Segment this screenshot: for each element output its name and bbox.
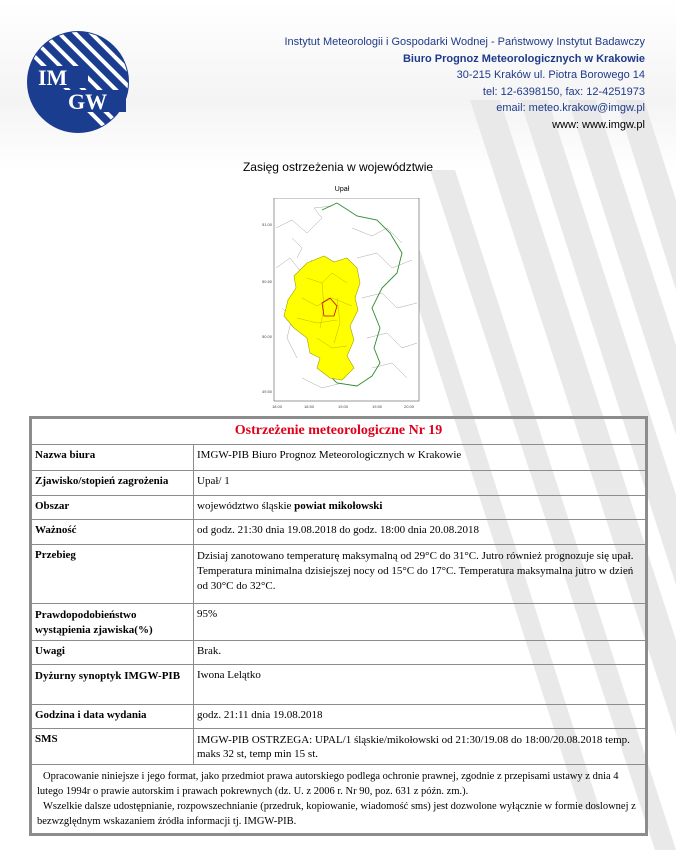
table-row <box>32 545 646 604</box>
office-email[interactable]: email: meteo.krakow@imgw.pl <box>496 102 645 114</box>
copyright-text: Opracowanie niniejsze i jego format, jako przedmiot prawa autorskiego podlega ochronie prawnej, zgodnie z przepisami ustawy z dnia 4 lutego 1994r o prawie autorskim i prawach pokrewnych (dz. U. z 2006 r. Nr 90, poz. 631 z późn. zm.). <box>37 771 619 797</box>
svg-text:GW: GW <box>68 89 108 114</box>
row-label: Nazwa biura <box>32 445 194 471</box>
table-row <box>32 729 646 765</box>
table-row <box>32 445 646 471</box>
warning-title: Ostrzeżenie meteorologiczne Nr 19 <box>32 419 646 445</box>
row-value: od godz. 21:30 dnia 19.08.2018 do godz. 18:00 dnia 20.08.2018 <box>194 520 646 545</box>
copyright-notice <box>32 765 646 834</box>
row-label: Prawdopodobieństwo wystąpienia zjawiska(%) <box>32 604 194 641</box>
row-label: Ważność <box>32 520 194 545</box>
row-label: Uwagi <box>32 641 194 665</box>
row-value: Brak. <box>194 641 646 665</box>
table-row <box>32 641 646 665</box>
office-website[interactable]: www: www.imgw.pl <box>552 118 645 131</box>
institute-info <box>284 34 645 133</box>
row-value: Dzisiaj zanotowano temperaturę maksymalną od 29°C do 31°C. Jutro również prognozuje się upał. Temperatura minimalna dzisiejszej nocy od 15°C do 17°C. Temperatura maksymalna jutro w dzień od 30°C do 32°C. <box>194 545 646 604</box>
row-value: Iwona Lelątko <box>194 665 646 705</box>
office-phone: tel: 12-6398150, fax: 12-4251973 <box>482 85 645 98</box>
row-value: IMGW-PIB Biuro Prognoz Meteorologicznych w Krakowie <box>194 445 646 471</box>
x-tick-label: 18.00 <box>272 404 283 409</box>
row-label: Zjawisko/stopień zagrożenia <box>32 471 194 496</box>
y-tick-label: 50.00 <box>262 334 273 339</box>
map-x-ticks <box>272 404 415 409</box>
y-tick-label: 51.00 <box>262 222 273 227</box>
imgw-logo <box>26 30 130 134</box>
warning-table <box>31 418 646 834</box>
row-value: 95% <box>194 604 646 641</box>
row-label: Dyżurny synoptyk IMGW-PIB <box>32 665 194 705</box>
table-row <box>32 604 646 641</box>
x-tick-label: 18.50 <box>304 404 315 409</box>
office-address: 30-215 Kraków ul. Piotra Borowego 14 <box>456 69 645 81</box>
table-row <box>32 520 646 545</box>
table-row <box>32 665 646 705</box>
row-value <box>194 496 646 520</box>
row-label: Godzina i data wydania <box>32 705 194 729</box>
row-value: Upał/ 1 <box>194 471 646 496</box>
map-title: Zasięg ostrzeżenia w województwie <box>242 160 434 174</box>
map-image <box>262 198 422 418</box>
table-row <box>32 471 646 496</box>
row-value: IMGW-PIB OSTRZEGA: UPAL/1 śląskie/mikołowski od 21:30/19.08 do 18:00/20.08.2018 temp. maks 32 st, temp min 15 st. <box>194 729 646 765</box>
svg-text:IM: IM <box>38 65 68 90</box>
row-label: Obszar <box>32 496 194 520</box>
table-row <box>32 496 646 520</box>
warning-map <box>262 186 422 418</box>
row-value: godz. 21:11 dnia 19.08.2018 <box>194 705 646 729</box>
map-y-ticks <box>262 222 273 394</box>
area-county: powiat mikołowski <box>294 500 383 512</box>
map-phenomenon-label: Upał <box>334 186 350 193</box>
x-tick-label: 20.00 <box>404 404 415 409</box>
row-label: Przebieg <box>32 545 194 604</box>
area-region: województwo śląskie <box>197 500 295 512</box>
x-tick-label: 19.00 <box>338 404 349 409</box>
x-tick-label: 19.50 <box>372 404 383 409</box>
distribution-text: Wszelkie dalsze udostępnianie, rozpowszechnianie (przedruk, kopiowanie, wiadomość sms) jest dozwolone wyłącznie w formie doslownej z bezwzględnym wskazaniem źródła informacji tj. IMGW-PIB. <box>37 801 636 827</box>
row-label: SMS <box>32 729 194 765</box>
y-tick-label: 50.50 <box>262 279 273 284</box>
table-row <box>32 705 646 729</box>
office-name: Biuro Prognoz Meteorologicznych w Krakowie <box>402 52 645 65</box>
y-tick-label: 49.50 <box>262 389 273 394</box>
institute-name: Instytut Meteorologii i Gospodarki Wodnej - Państwowy Instytut Badawczy <box>284 36 645 48</box>
